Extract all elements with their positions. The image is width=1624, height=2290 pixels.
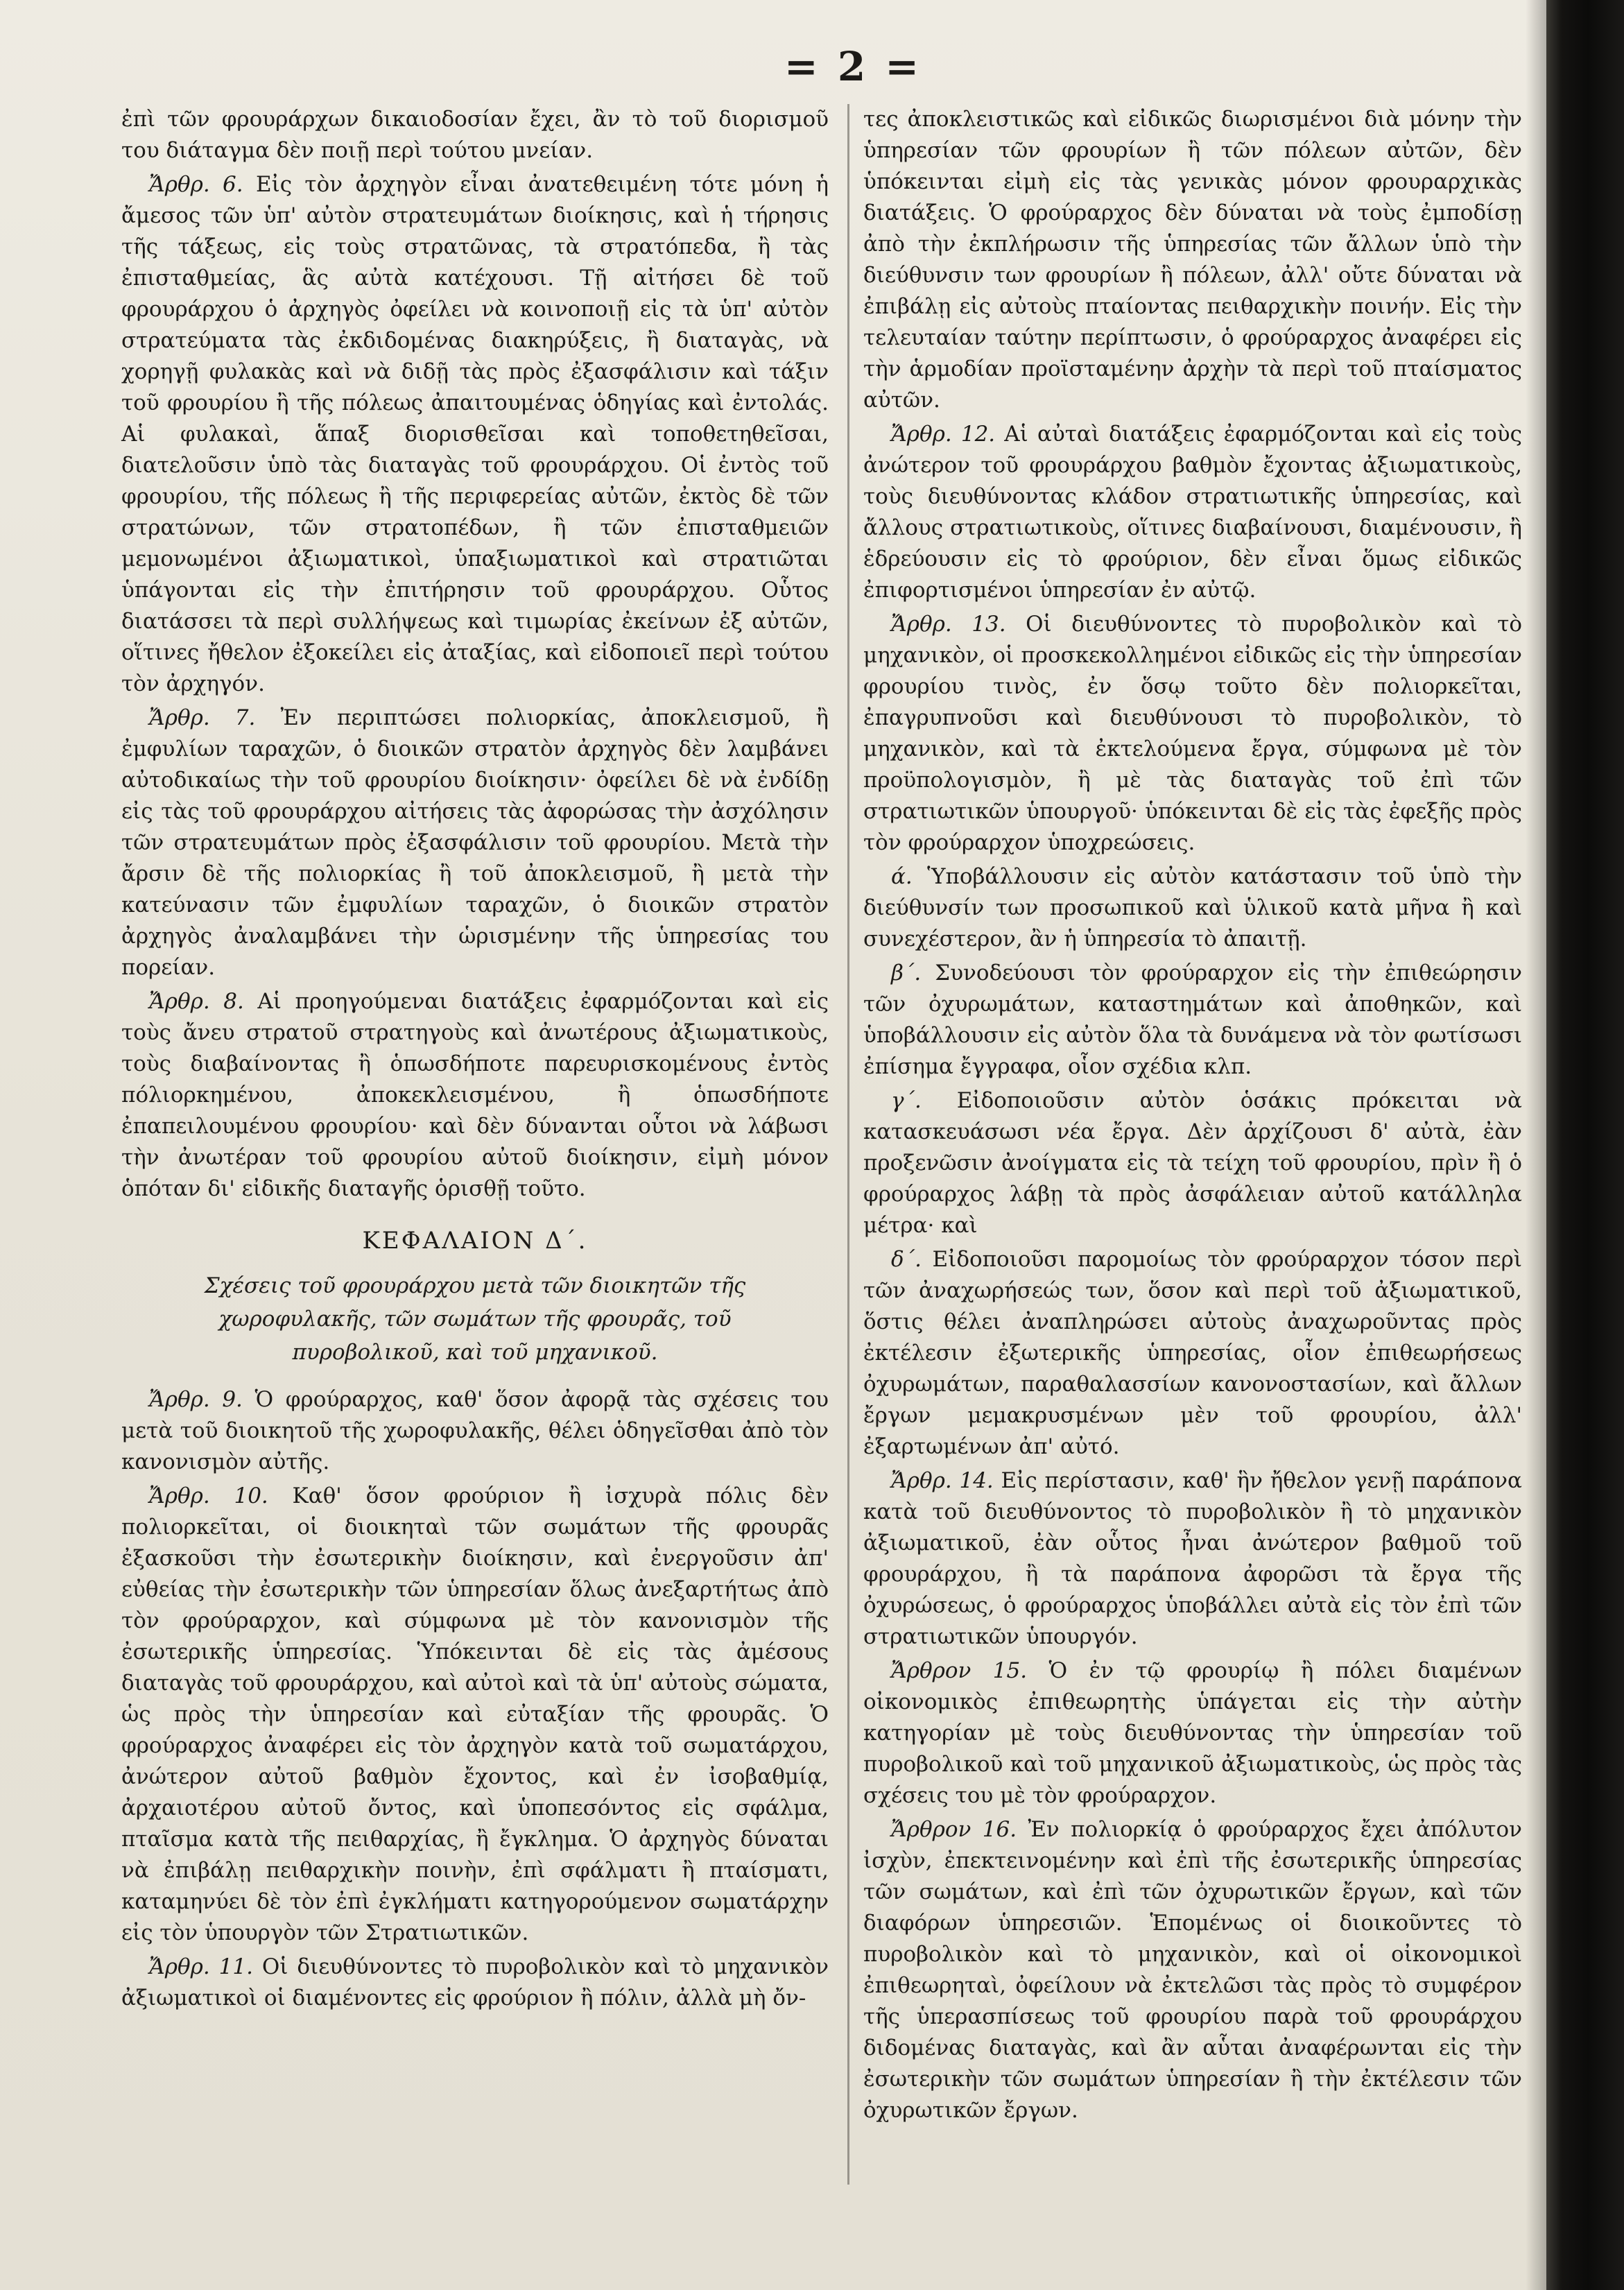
article-text: Αἱ προηγούμεναι διατάξεις ἐφαρμόζονται καὶ εἰς τοὺς ἄνευ στρατοῦ στρατηγοὺς καὶ ἀνωτέρους ἀξιωματικοὺς, τοὺς διαβαίνοντας ἢ ὁπωσδήποτε παρευρισκομένους ἐντὸς πόλιορκημένου, ἀποκεκλεισμένου, ἢ ὁπωσδήποτε ἐπαπειλουμένου φρουρίου· καὶ δὲν δύνανται οὗτοι νὰ λάβωσι τὴν ἀνωτέραν τοῦ φρουρίου αὐτοῦ διοίκησιν, εἰμὴ μόνον ὁπόταν δι' εἰδικῆς διαταγῆς ὁρισθῇ τοῦτο. [121,989,829,1201]
article-7 [121,703,829,983]
paragraph-text: ἐπὶ τῶν φρουράρχων δικαιοδοσίαν ἔχει, ἂν τὸ τοῦ διορισμοῦ του διάταγμα δὲν ποιῇ περὶ τούτου μνείαν. [121,107,829,163]
article-13 [863,609,1522,859]
article-text: Καθ' ὅσον φρούριον ἢ ἰσχυρὰ πόλις δὲν πολιορκεῖται, οἱ διοικηταὶ τῶν σωμάτων τῆς φρουρᾶς ἐξασκοῦσι τὴν ἐσωτερικὴν διοίκησιν, καὶ ἐνεργοῦσιν ἀπ' εὐθείας τὴν ἐσωτερικὴν τῶν ὑπηρεσίαν ὅλως ἀνεξαρτήτως ἀπὸ τὸν φρούραρχον, καὶ σύμφωνα μὲ τὸν κανονισμὸν τῆς ἐσωτερικῆς ὑπηρεσίας. Ὑπόκεινται δὲ εἰς τὰς ἀμέσους διαταγὰς τοῦ φρουράρχου, καὶ αὐτοὶ καὶ τὰ ὑπ' αὐτοὺς σώματα, ὡς πρὸς τὴν ὑπηρεσίαν καὶ εὐταξίαν τῆς φρουρᾶς. Ὁ φρούραρχος ἀναφέρει εἰς τὸν ἀρχηγὸν κατὰ τοῦ σωματάρχου, ἀνώτερον αὐτοῦ βαθμὸν ἔχοντος, καὶ ἐν ἰσοβαθμίᾳ, ἀρχαιοτέρου αὐτοῦ ὄντος, καὶ ὑποπεσόντος εἰς σφάλμα, πταῖσμα κατὰ τῆς πειθαρχίας, ἢ ἔγκλημα. Ὁ ἀρχηγὸς δύναται νὰ ἐπιβάλῃ πειθαρχικὴν ποινὴν, ἐπὶ σφάλματι ἢ πταίσματι, καταμηνύει δὲ τὸν ἐπὶ ἐγκλήματι κατηγορούμενον σωματάρχην εἰς τὸν ὑπουργὸν τῶν Στρατιωτικῶν. [121,1483,829,1945]
article-8 [121,986,829,1205]
article-label: Ἄρθρ. 10. [149,1483,268,1508]
article-text: Ὁ ἐν τῷ φρουρίῳ ἢ πόλει διαμένων οἰκονομικὸς ἐπιθεωρητὴς ὑπάγεται εἰς τὴν αὐτὴν κατηγορίαν μὲ τοὺς διευθύνοντας τὴν ὑπηρεσίαν τοῦ πυροβολικοῦ καὶ τοῦ μηχανικοῦ ἀξιωματικοὺς, ὡς πρὸς τὰς σχέσεις του μὲ τὸν φρούραρχον. [863,1658,1523,1808]
article-label: Ἄρθρ. 7. [149,705,256,730]
scan-shadow [1526,0,1546,2290]
article-label: Ἄρθρ. 8. [149,989,244,1014]
article-text: Οἱ διευθύνοντες τὸ πυροβολικὸν καὶ τὸ μηχανικὸν ἀξιωματικοὶ οἱ διαμένοντες εἰς φρούριον ἢ πόλιν, ἀλλὰ μὴ ὄν- [121,1954,829,2011]
clause-text: Εἰδοποιοῦσιν αὐτὸν ὁσάκις πρόκειται νὰ κατασκευάσωσι νέα ἔργα. Δὲν ἀρχίζουσι δ' αὐτὰ, ἐὰν προξενῶσιν ἀνοίγματα εἰς τὰ τείχη τοῦ φρουρίου, πρὶν ἢ ὁ φρούραρχος λάβῃ τὰ πρὸς ἀσφάλειαν αὐτοῦ κατάλληλα μέτρα· καὶ [863,1088,1522,1238]
clause-label: β΄. [891,961,922,985]
paragraph-text: τες ἀποκλειστικῶς καὶ εἰδικῶς διωρισμένοι διὰ μόνην τὴν ὑπηρεσίαν τῶν φρουρίων ἢ τῶν πόλεων αὐτῶν, δὲν ὑπόκεινται εἰμὴ εἰς τὰς γενικὰς μόνον φρουραρχικὰς διατάξεις. Ὁ φρούραρχος δὲν δύναται νὰ τοὺς ἐμποδίσῃ ἀπὸ τὴν ἐκπλήρωσιν τῆς ὑπηρεσίας τῶν ἄλλων ὑπὸ τὴν διεύθυνσιν των φρουρίων ἢ πόλεων, ἀλλ' οὔτε δύναται νὰ ἐπιβάλῃ εἰς αὐτοὺς πταίοντας πειθαρχικὴν ποινήν. Εἰς τὴν τελευταίαν ταύτην περίπτωσιν, ὁ φρούραρχος ἀναφέρει εἰς τὴν ἁρμοδίαν προϊσταμένην ἀρχὴν τὰ περὶ τοῦ πταίσματος αὐτῶν. [863,107,1522,413]
article-label: Ἄρθρ. 13. [891,612,1006,637]
article-label: Ἄρθρ. 6. [149,172,243,197]
clause-d [863,1244,1522,1463]
article-6 [121,169,829,700]
article-label: Ἄρθρ. 14. [891,1468,994,1493]
left-column [121,104,829,2017]
clause-label: δ΄. [891,1247,922,1272]
clause-a [863,861,1522,955]
paragraph [863,104,1522,416]
clause-label: γ΄. [891,1088,922,1113]
article-text: Οἱ διευθύνοντες τὸ πυροβολικὸν καὶ τὸ μηχανικὸν, οἱ προσκεκολλημένοι εἰδικῶς εἰς τὴν ὑπηρεσίαν φρουρίου τινὸς, ἐν ὅσῳ τοῦτο δὲν πολιορκεῖται, ἐπαγρυπνοῦσι καὶ διευθύνουσι τὸ πυροβολικὸν, τὸ μηχανικὸν, καὶ τὰ ἐκτελούμενα ἔργα, σύμφωνα μὲ τὸν προϋπολογισμὸν, ἢ μὲ τὰς διαταγὰς τοῦ ἐπὶ τῶν στρατιωτικῶν ὑπουργοῦ· ὑπόκεινται δὲ εἰς τὰς ἐφεξῆς πρὸς τὸν φρούραρχον ὑποχρεώσεις. [863,612,1523,855]
article-text: Αἱ αὐταὶ διατάξεις ἐφαρμόζονται καὶ εἰς τοὺς ἀνώτερον τοῦ φρουράρχου βαθμὸν ἔχοντας ἀξιωματικοὺς, τοὺς διευθύνοντας κλάδον στρατιωτικῆς ὑπηρεσίας, καὶ ἄλλους στρατιωτικοὺς, οἵτινες διαβαίνουσι, διαμένουσιν, ἢ ἑδρεύουσιν εἰς τὸ φρούριον, δὲν εἶναι ὅμως εἰδικῶς ἐπιφορτισμένοι ὑπηρεσίαν ἐν αὐτῷ. [863,422,1523,603]
clause-text: Ὑποβάλλουσιν εἰς αὐτὸν κατάστασιν τοῦ ὑπὸ τὴν διεύθυνσίν των προσωπικοῦ καὶ ὑλικοῦ κατὰ μῆνα ἢ καὶ συνεχέστερον, ἂν ἡ ὑπηρεσία τὸ ἀπαιτῇ. [863,864,1522,952]
clause-b [863,958,1522,1083]
page-number: = 2 = [784,43,922,90]
clause-text: Συνοδεύουσι τὸν φρούραρχον εἰς τὴν ἐπιθεώρησιν τῶν ὀχυρωμάτων, καταστημάτων καὶ ἀποθηκῶν, καὶ ὑποβάλλουσιν εἰς αὐτὸν ὅλα τὰ δυνάμενα νὰ τὸν φωτίσωσι ἐπίσημα ἔγγραφα, οἷον σχέδια κλπ. [863,961,1522,1079]
paragraph [121,104,829,166]
article-label: Ἄρθρ. 12. [891,422,996,447]
clause-c [863,1085,1522,1241]
chapter-subtitle: Σχέσεις τοῦ φρουράρχου μετὰ τῶν διοικητῶν τῆς χωροφυλακῆς, τῶν σωμάτων τῆς φρουρᾶς, τοῦ πυροβολικοῦ, καὶ τοῦ μηχανικοῦ. [204,1273,746,1365]
right-column [863,104,1522,2129]
article-11 [121,1952,829,2014]
chapter-title: ΚΕΦΑΛΑΙΟΝ Δ΄. [362,1227,588,1255]
article-text: Ἐν περιπτώσει πολιορκίας, ἀποκλεισμοῦ, ἢ ἐμφυλίων ταραχῶν, ὁ διοικῶν στρατὸν ἀρχηγὸς δὲν λαμβάνει αὐτοδικαίως τὴν τοῦ φρουρίου διοίκησιν· ὀφείλει δὲ νὰ ἐνδίδῃ εἰς τὰς τοῦ φρουράρχου αἰτήσεις τὰς ἀφορώσας τὴν ἀσχόλησιν τῶν στρατευμάτων πρὸς ἐξασφάλισιν τοῦ φρουρίου. Μετὰ τὴν ἄρσιν δὲ τῆς πολιορκίας ἢ τοῦ ἀποκλεισμοῦ, ἢ μετὰ τὴν κατεύνασιν τῶν ἐμφυλίων ταραχῶν, ὁ διοικῶν στρατὸν ἀρχηγὸς ἀναλαμβάνει τὴν ὡρισμένην τῆς ὑπηρεσίας του πορείαν. [121,705,829,980]
article-text: Εἰς τὸν ἀρχηγὸν εἶναι ἀνατεθειμένη τότε μόνη ἡ ἄμεσος τῶν ὑπ' αὐτὸν στρατευμάτων διοίκησις, καὶ ἡ τήρησις τῆς τάξεως, εἰς τοὺς στρατῶνας, τὰ στρατόπεδα, ἢ τὰς ἐπισταθμείας, ἃς αὐτὰ κατέχουσι. Τῇ αἰτήσει δὲ τοῦ φρουράρχου ὁ ἀρχηγὸς ὀφείλει νὰ κοινοποιῇ εἰς τὰ ὑπ' αὐτὸν στρατεύματα τὰς ἐκδιδομένας διακηρύξεις, ἢ διαταγὰς, νὰ χορηγῇ φυλακὰς καὶ νὰ διδῇ τὰς πρὸς ἐξασφάλισιν καὶ τάξιν τοῦ φρουρίου ἢ τῆς πόλεως ἀπαιτουμένας ὁδηγίας καὶ ἐντολάς. Αἱ φυλακαὶ, ἅπαξ διορισθεῖσαι καὶ τοποθετηθεῖσαι, διατελοῦσιν ὑπὸ τὰς διαταγὰς τοῦ φρουράρχου. Οἱ ἐντὸς τοῦ φρουρίου, τῆς πόλεως ἢ τῆς περιφερείας αὐτῶν, ἐκτὸς δὲ τῶν στρατώνων, τῶν στρατοπέδων, ἢ τῶν ἐπισταθμειῶν μεμονωμένοι ἀξιωματικοὶ, ὑπαξιωματικοὶ καὶ στρατιῶται ὑπάγονται εἰς τὴν ἐπιτήρησιν τοῦ φρουράρχου. Οὗτος διατάσσει τὰ περὶ συλλήψεως καὶ τιμωρίας ἐκείνων ἐξ αὐτῶν, οἵτινες ἤθελον ἐξοκείλει εἰς ἀταξίας, καὶ εἰδοποιεῖ περὶ τούτου τὸν ἀρχηγόν. [121,172,829,696]
article-text: Ὁ φρούραρχος, καθ' ὅσον ἀφορᾷ τὰς σχέσεις του μετὰ τοῦ διοικητοῦ τῆς χωροφυλακῆς, θέλει ὁδηγεῖσθαι ἀπὸ τὸν κανονισμὸν αὐτῆς. [121,1387,829,1474]
article-15 [863,1655,1522,1811]
clause-text: Εἰδοποιοῦσι παρομοίως τὸν φρούραρχον τόσον περὶ τῶν ἀναχωρήσεώς των, ὅσον καὶ περὶ τοῦ ἀξιωματικοῦ, ὅστις θέλει ἀναπληρώσει αὐτοὺς ἀναχωροῦντας πρὸς ἐκτέλεσιν ἐξωτερικῆς ὑπηρεσίας, οἷον ἐπιθεωρήσεως ὀχυρωμάτων, παραθαλασσίων κανονοστασίων, καὶ ἄλλων ἔργων μεμακρυσμένων μὲν τοῦ φρουρίου, ἀλλ' ἐξαρτωμένων ἀπ' αὐτό. [863,1247,1522,1459]
article-9 [121,1384,829,1478]
article-label: Ἄρθρ. 11. [149,1954,253,1979]
article-label: Ἄρθρ. 9. [149,1387,243,1412]
article-16 [863,1814,1522,2126]
article-label: Ἄρθρον 16. [891,1817,1017,1842]
article-label: Ἄρθρον 15. [891,1658,1028,1683]
article-text: Ἐν πολιορκίᾳ ὁ φρούραρχος ἔχει ἀπόλυτον ἰσχὺν, ἐπεκτεινομένην καὶ ἐπὶ τῆς ἐσωτερικῆς ὑπηρεσίας τῶν σωμάτων, καὶ ἐπὶ τῶν ὀχυρωτικῶν ἔργων, καὶ τῶν διαφόρων ὑπηρεσιῶν. Ἑπομένως οἱ διοικοῦντες τὸ πυροβολικὸν καὶ τὸ μηχανικὸν, καὶ οἱ οἰκονομικοὶ ἐπιθεωρηταὶ, ὀφείλουν νὰ ἐκτελῶσι τὰς πρὸς τὸ συμφέρον τῆς ὑπερασπίσεως τοῦ φρουρίου παρὰ τοῦ φρουράρχου διδομένας διαταγὰς, καὶ ἂν αὗται ἀναφέρωνται εἰς τὴν ἐσωτερικὴν τῶν σωμάτων ὑπηρεσίαν ἢ τὴν ἐκτέλεσιν τῶν ὀχυρωτικῶν ἔργων. [863,1817,1523,2123]
clause-label: ά. [891,864,913,889]
article-text: Εἰς περίστασιν, καθ' ἣν ἤθελον γενῇ παράπονα κατὰ τοῦ διευθύνοντος τὸ πυροβολικὸν ἢ τὸ μηχανικὸν ἀξιωματικοῦ, ἐὰν οὗτος ἦναι ἀνώτερον βαθμοῦ τοῦ φρουράρχου, ἢ τὰ παράπονα ἀφορῶσι τὰ ἔργα τῆς ὀχυρώσεως, ὁ φρούραρχος ὑποβάλλει αὐτὰ εἰς τὸν ἐπὶ τῶν στρατιωτικῶν ὑπουργόν. [863,1468,1522,1649]
adjacent-page-edge [1546,0,1624,2290]
article-10 [121,1481,829,1949]
column-divider [847,104,849,2185]
article-12 [863,419,1522,606]
article-14 [863,1465,1522,1653]
